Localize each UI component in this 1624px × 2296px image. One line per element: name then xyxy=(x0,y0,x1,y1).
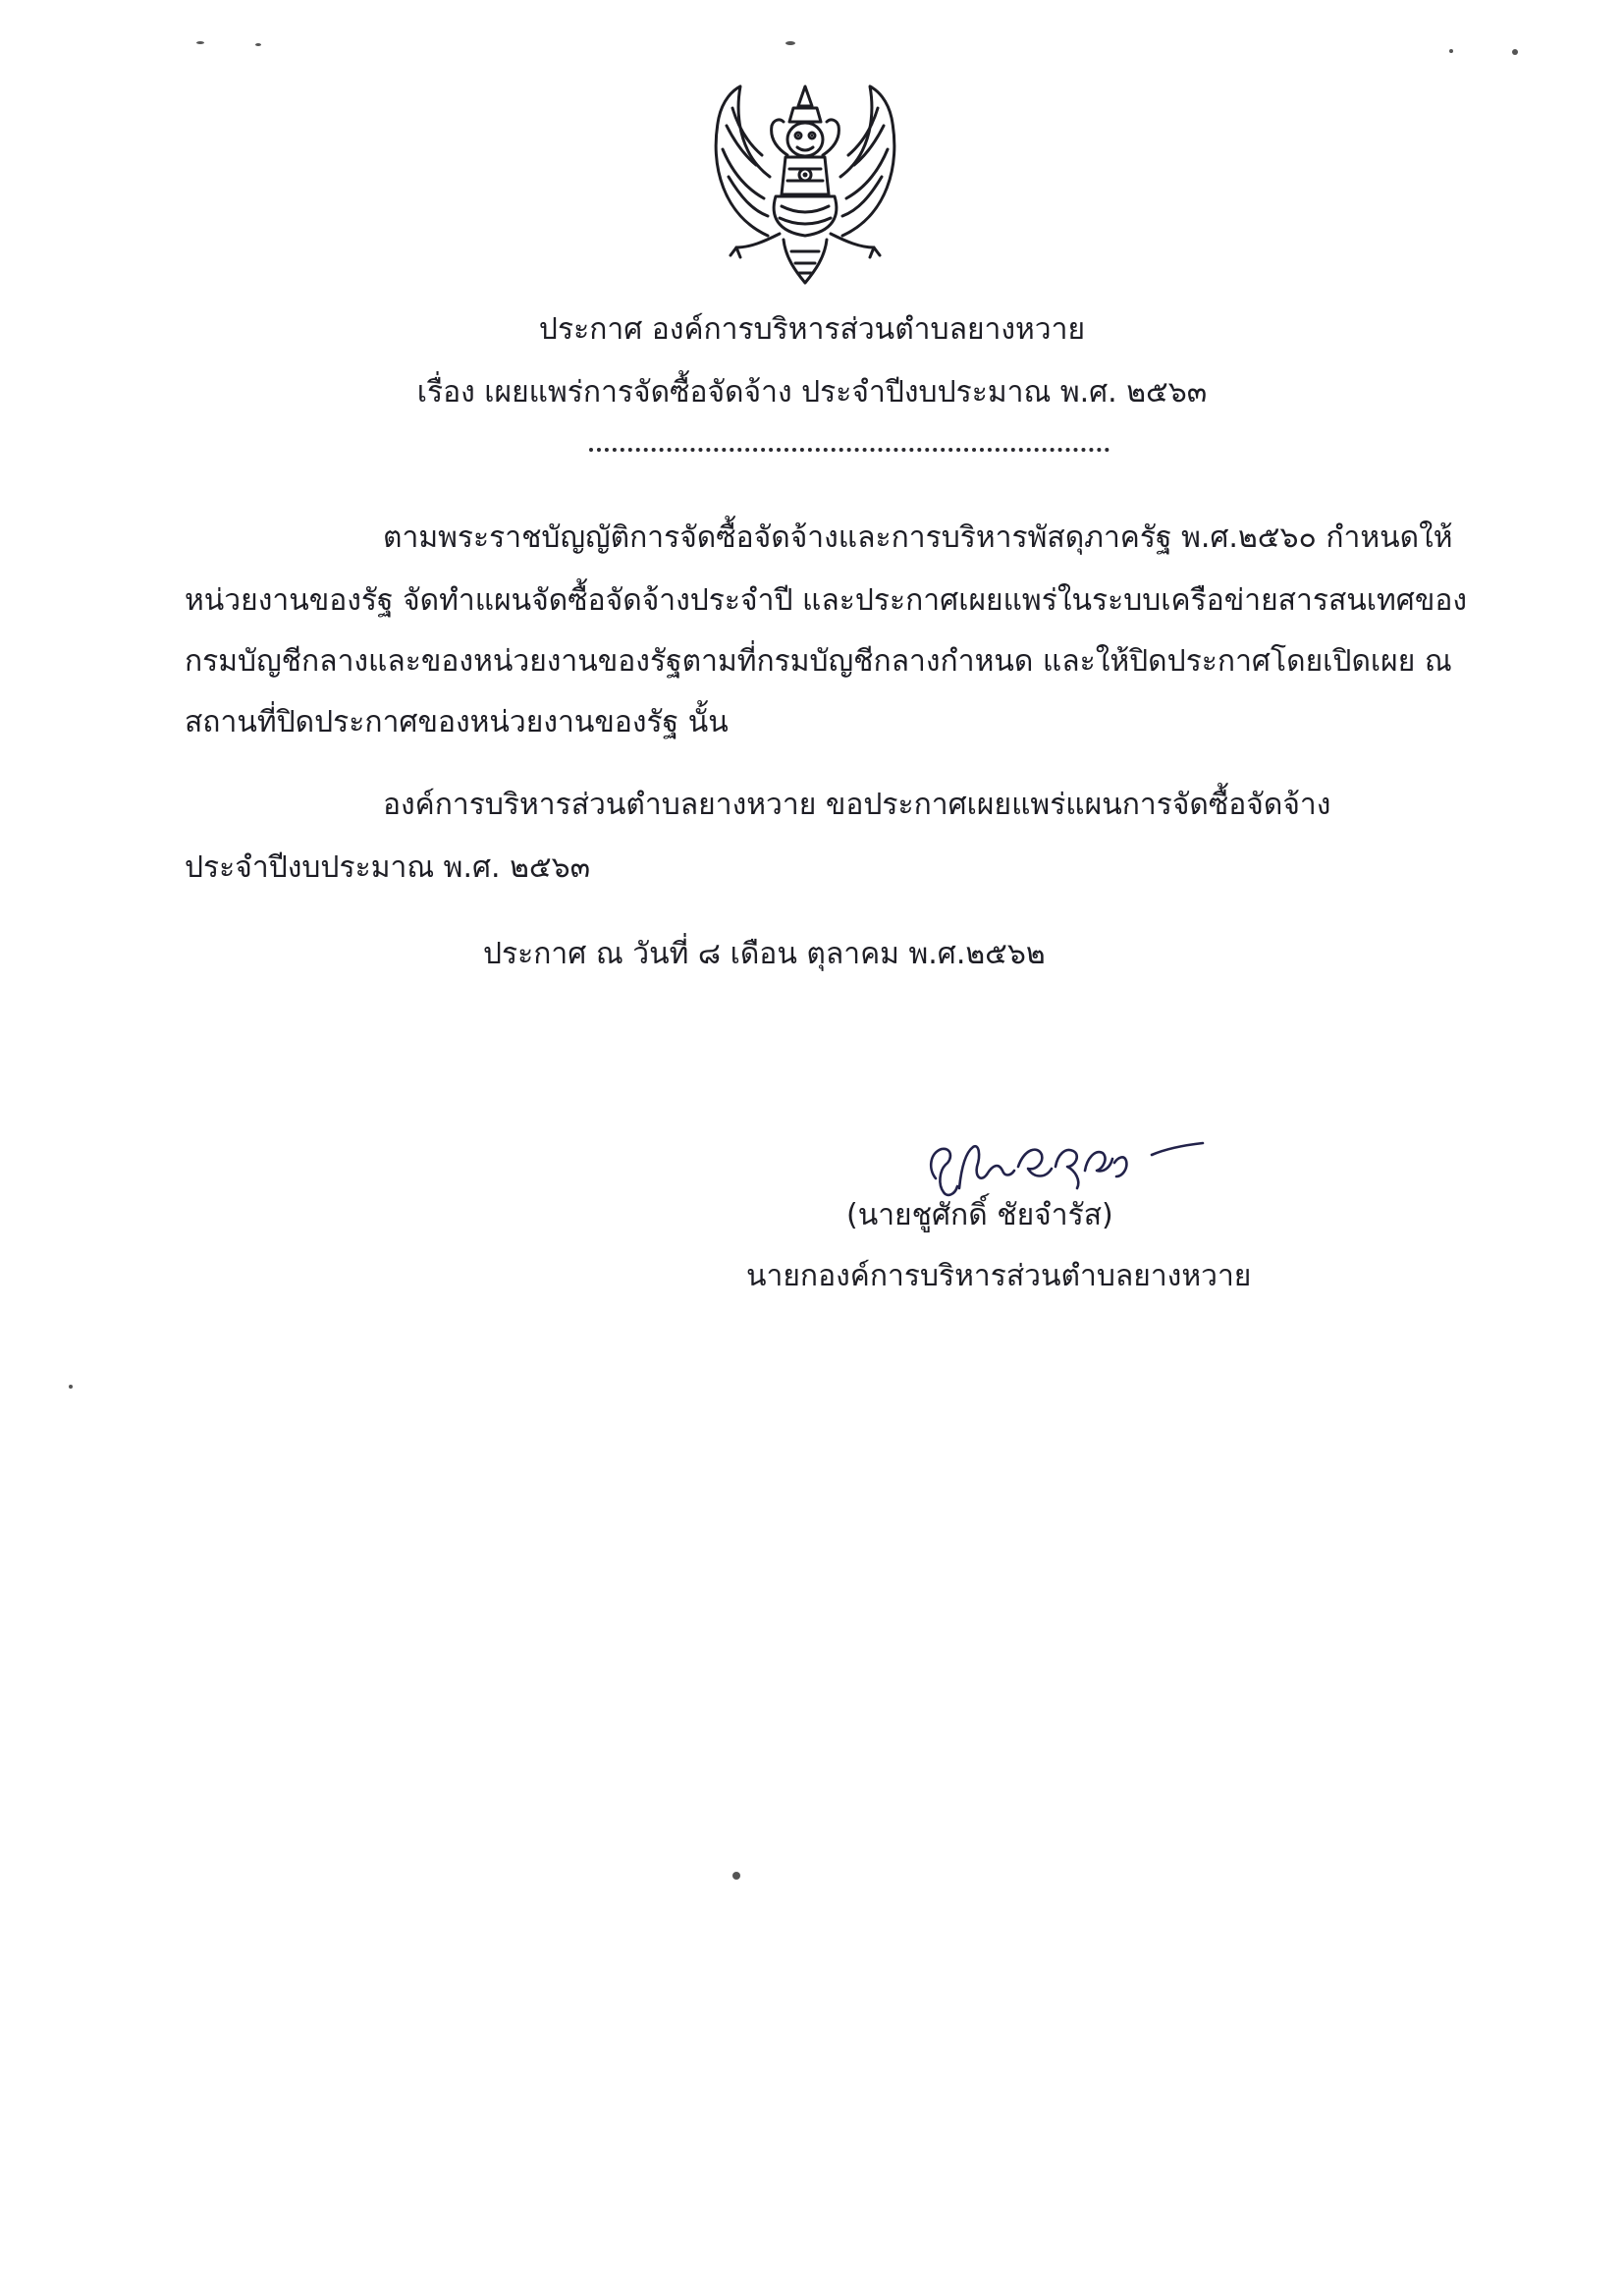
handwritten-signature xyxy=(908,1120,1222,1208)
announcement-date: ประกาศ ณ วันที่ ๘ เดือน ตุลาคม พ.ศ.๒๕๖๒ xyxy=(483,937,1046,971)
scan-speck xyxy=(196,41,204,44)
paragraph-1-line-1: ตามพระราชบัญญัติการจัดซื้อจัดจ้างและการบริหารพัสดุภาครัฐ พ.ศ.๒๕๖๐ กำหนดให้ xyxy=(383,520,1453,555)
signatory-position: นายกองค์การบริหารส่วนตำบลยางหวาย xyxy=(746,1259,1252,1293)
dotted-divider xyxy=(589,444,1110,452)
paragraph-1-line-2: หน่วยงานของรัฐ จัดทำแผนจัดซื้อจัดจ้างประจำปี และประกาศเผยแพร่ในระบบเครือข่ายสารสนเทศของ xyxy=(185,583,1468,618)
scan-speck xyxy=(732,1872,740,1880)
paragraph-1-line-4: สถานที่ปิดประกาศของหน่วยงานของรัฐ นั้น xyxy=(185,705,729,739)
scan-speck xyxy=(255,43,261,46)
paragraph-2-line-2: ประจำปีงบประมาณ พ.ศ. ๒๕๖๓ xyxy=(185,850,591,885)
scan-speck xyxy=(1512,49,1518,55)
scan-speck xyxy=(785,41,795,45)
paragraph-1-line-3: กรมบัญชีกลางและของหน่วยงานของรัฐตามที่กรมบัญชีกลางกำหนด และให้ปิดประกาศโดยเปิดเผย ณ xyxy=(185,644,1452,679)
signatory-name: (นายชูศักดิ์ ชัยจำรัส) xyxy=(846,1198,1113,1232)
announcement-subject: เรื่อง เผยแพร่การจัดซื้อจัดจ้าง ประจำปีงบประมาณ พ.ศ. ๒๕๖๓ xyxy=(416,375,1208,410)
announcement-title: ประกาศ องค์การบริหารส่วนตำบลยางหวาย xyxy=(538,312,1086,347)
garuda-emblem-icon xyxy=(707,79,903,290)
paragraph-2-line-1: องค์การบริหารส่วนตำบลยางหวาย ขอประกาศเผยแพร่แผนการจัดซื้อจัดจ้าง xyxy=(383,788,1331,822)
scan-speck xyxy=(1449,49,1453,53)
scan-speck xyxy=(69,1385,73,1389)
